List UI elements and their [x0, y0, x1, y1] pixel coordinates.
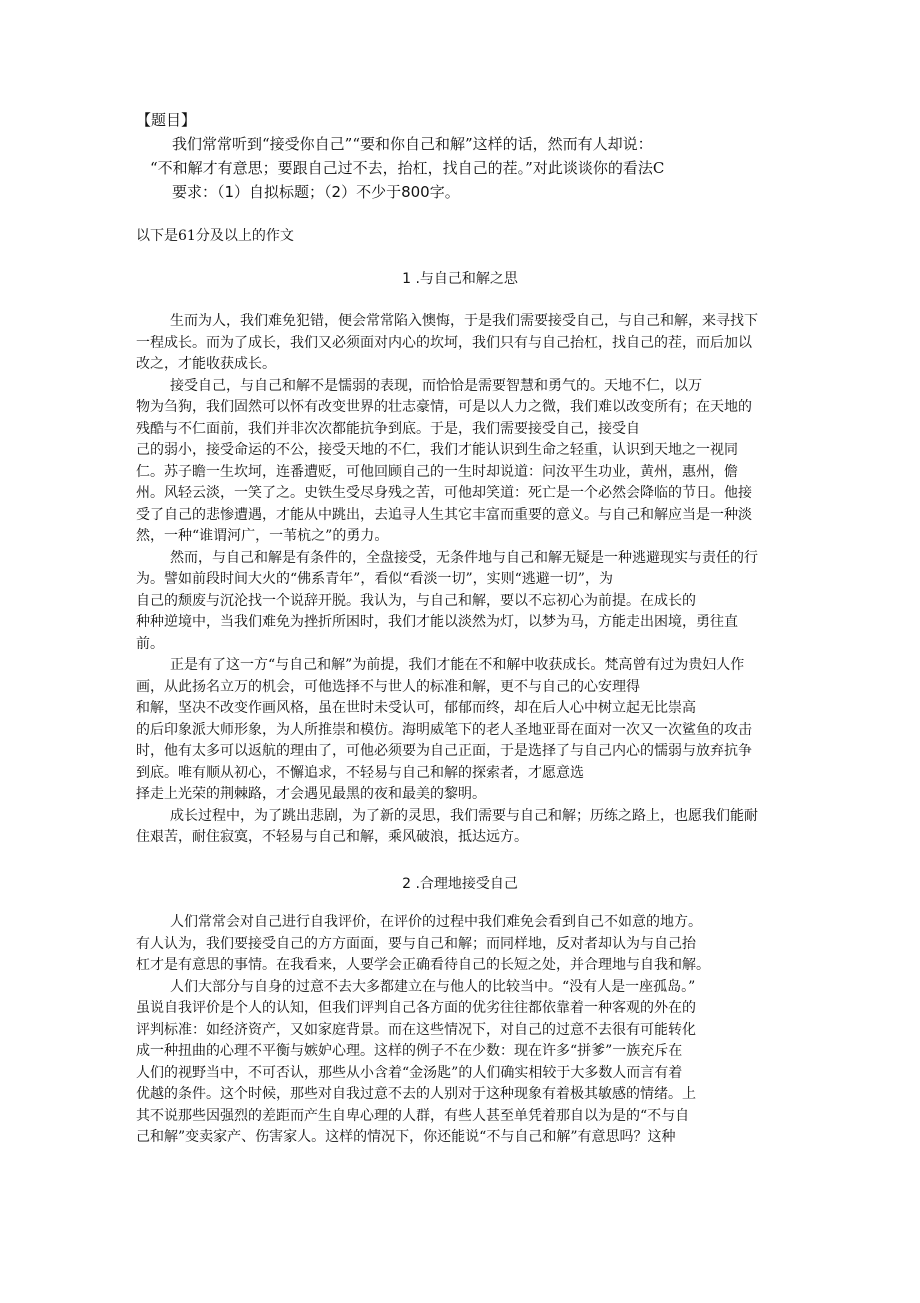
- essay-1-title: 1 .与自己和解之思: [402, 271, 518, 287]
- essay-line: 虽说自我评价是个人的认知，但我们评判自己各方面的优劣往往都依靠着一种客观的外在的: [136, 1000, 696, 1016]
- essay-line: 杠才是有意思的事情。在我看来，人要学会正确看待自己的长短之处，并合理地与自我和解。: [136, 957, 710, 973]
- essay-line: 成一种扭曲的心理不平衡与嫉妒心理。这样的例子不在少数：现在许多“拼爹”一族充斥在: [136, 1043, 683, 1059]
- intro-text: 以下是61分及以上的作文: [136, 228, 294, 244]
- essay-line: 接受自己，与自己和解不是懦弱的表现，而恰恰是需要智慧和勇气的。天地不仁，以万: [170, 377, 702, 394]
- essay-line: 仁。苏子瞻一生坎坷，连番遭贬，可他回顾自己的一生时却说道：问汝平生功业，黄州，惠州，儋: [136, 463, 738, 480]
- essay-line: 为。譬如前段时间大火的“佛系青年”，看似“看淡一切”，实则“逃避一切”，为: [136, 571, 613, 587]
- essay-line: 己的弱小，接受命运的不公，接受天地的不仁，我们才能认识到生命之轻重，认识到天地之一视同: [136, 442, 738, 458]
- prompt-label: 【题目】: [136, 111, 197, 129]
- essay-line: 和解，坚决不改变作画风格，虽在世时未受认可，郁郁而终，却在后人心中树立起无比崇高: [136, 700, 696, 716]
- essay-line: 改之，才能收获成长。: [136, 356, 276, 372]
- essay-line: 到底。唯有顺从初心，不懈追求，不轻易与自己和解的探索者，才愿意选: [136, 764, 584, 781]
- essay-line: 人们的视野当中，不可否认，那些从小含着“金汤匙”的人们确实相较于大多数人而言有着: [136, 1064, 683, 1081]
- essay-line: 种种逆境中，当我们难免为挫折所困时，我们才能以淡然为灯，以梦为马，方能走出困境，勇往直: [136, 614, 738, 630]
- essay-line: 其不说那些因强烈的差距而产生自卑心理的人群，有些人甚至单凭着那自以为是的“不与自: [136, 1107, 690, 1124]
- essay-line: 人们大部分与自身的过意不去大多都建立在与他人的比较当中。“没有人是一座孤岛。”: [170, 978, 696, 995]
- essay-line: 州。风轻云淡，一笑了之。史铁生受尽身残之苦，可他却笑道：死亡是一个必然会降临的节日。他接: [136, 485, 752, 501]
- essay-line: 优越的条件。这个时候，那些对自我过意不去的人别对于这种现象有着极其敏感的情绪。上: [136, 1086, 696, 1102]
- essay-line: 己和解”变卖家产、伤害家人。这样的情况下，你还能说“不与自己和解”有意思吗？这种: [136, 1129, 676, 1145]
- prompt-block: [136, 108, 796, 204]
- essay-line: 自己的颓废与沉沦找一个说辞开脱。我认为，与自己和解，要以不忘初心为前提。在成长的: [136, 592, 696, 609]
- essay-2-body: [136, 912, 786, 1149]
- prompt-text-line: “不和解才有意思；要跟自己过不去，抬杠，找自己的茬。”对此谈谈你的看法C: [150, 159, 665, 177]
- essay-line: 物为刍狗，我们固然可以怀有改变世界的壮志豪情，可是以人力之微，我们难以改变所有；在天地的: [136, 399, 752, 415]
- essay-line: 残酷与不仁面前，我们并非次次都能抗争到底。于是，我们需要接受自己，接受自: [136, 420, 640, 437]
- essay-line: 时，他有太多可以返航的理由了，可他必须要为自己正面，于是选择了与自己内心的懦弱与放弃抗争: [136, 743, 752, 759]
- prompt-requirement: 要求：（1）自拟标题；（2）不少于800字。: [172, 183, 460, 201]
- essay-line: 正是有了这一方“与自己和解”为前提，我们才能在不和解中收获成长。梵高曾有过为贵妇人作: [170, 657, 745, 673]
- essay-line: 人们常常会对自己进行自我评价，在评价的过程中我们难免会看到自己不如意的地方。: [170, 914, 702, 930]
- essay-line: 评判标准：如经济资产，又如家庭背景。而在这些情况下，对自己的过意不去很有可能转化: [136, 1021, 696, 1038]
- essay-line: 有人认为，我们要接受自己的方方面面，要与自己和解；而同样地，反对者却认为与自己抬: [136, 935, 696, 952]
- essay-line: 择走上光荣的荆棘路，才会遇见最黑的夜和最美的黎明。: [136, 786, 486, 802]
- essay-2-title: 2 .合理地接受自己: [402, 876, 518, 892]
- essay-1-body: [136, 311, 786, 849]
- essay-line: 然，一种“谁谓河广，一苇杭之”的勇力。: [136, 528, 389, 544]
- essay-line: 的后印象派大师形象，为人所推崇和模仿。海明威笔下的老人圣地亚哥在面对一次又一次鲨鱼的攻击: [136, 721, 752, 738]
- essay-line: 成长过程中，为了跳出悲剧，为了新的灵思，我们需要与自己和解；历练之路上，也愿我们能耐: [170, 807, 758, 824]
- essay-line: 画，从此扬名立万的机会，可他选择不与世人的标准和解，更不与自己的心安理得: [136, 678, 640, 695]
- essay-line: 受了自己的悲惨遭遇，才能从中跳出，去追寻人生其它丰富而重要的意义。与自己和解应当是一种淡: [136, 506, 752, 523]
- essay-line: 前。: [136, 635, 164, 652]
- prompt-text-line: 我们常常听到“接受你自己”“要和你自己和解”这样的话，然而有人却说：: [172, 135, 653, 153]
- essay-line: 生而为人，我们难免犯错，便会常常陷入懊悔，于是我们需要接受自己，与自己和解，来寻找下: [170, 313, 758, 329]
- essay-line: 一程成长。而为了成长，我们又必须面对内心的坎坷，我们只有与自己抬杠，找自己的茬，而后加以: [136, 334, 752, 351]
- essay-line: 住艰苦，耐住寂寞，不轻易与自己和解，乘风破浪，抵达远方。: [136, 829, 528, 845]
- essay-line: 然而，与自己和解是有条件的，全盘接受，无条件地与自己和解无疑是一种逃避现实与责任的行: [170, 549, 758, 566]
